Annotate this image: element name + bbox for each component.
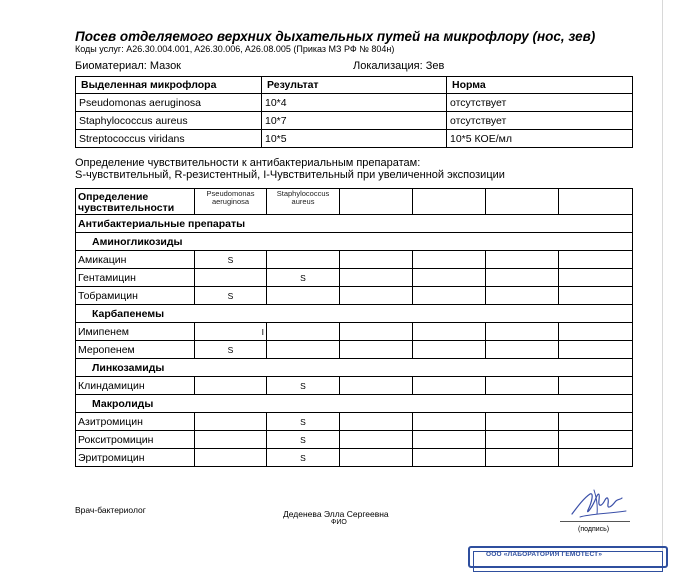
empty-cell (559, 431, 633, 449)
empty-cell (340, 449, 413, 467)
norm-value: 10*5 КОЕ/мл (447, 130, 633, 148)
drug-name: Тобрамицин (76, 287, 195, 305)
empty-cell (340, 341, 413, 359)
fio-label: ФИО (331, 519, 347, 526)
empty-cell (340, 251, 413, 269)
result-col-header: Результат (262, 77, 447, 94)
result-cell (267, 251, 340, 269)
sensitivity-intro: Определение чувствительности к антибактериальным препаратам: (75, 157, 421, 169)
table-row (76, 130, 633, 148)
empty-cell (486, 323, 559, 341)
drug-name: Рокситромицин (76, 431, 195, 449)
result-cell (195, 449, 267, 467)
result-cell (267, 323, 340, 341)
table-row (76, 94, 633, 112)
empty-cell (486, 189, 559, 215)
result-cell: S (267, 431, 340, 449)
result-cell (195, 413, 267, 431)
result-cell: S (267, 413, 340, 431)
norm-value: отсутствует (447, 112, 633, 130)
drug-name: Азитромицин (76, 413, 195, 431)
result-cell: S (195, 251, 267, 269)
result-cell (267, 341, 340, 359)
empty-cell (413, 449, 486, 467)
drug-name: Меропенем (76, 341, 195, 359)
signature-caption: (подпись) (578, 526, 610, 533)
empty-cell (340, 377, 413, 395)
table-row (76, 269, 633, 287)
table-row (76, 341, 633, 359)
result-cell (267, 287, 340, 305)
result-cell: I (195, 323, 267, 341)
page-edge (662, 0, 663, 560)
localization-label: Локализация: Зев (353, 60, 445, 72)
empty-cell (486, 269, 559, 287)
result-value: 10*7 (262, 112, 447, 130)
empty-cell (413, 341, 486, 359)
empty-cell (413, 431, 486, 449)
sensitivity-header-label: Определение чувствительности (76, 189, 195, 215)
result-cell: S (267, 377, 340, 395)
result-cell (195, 269, 267, 287)
empty-cell (486, 341, 559, 359)
doctor-role: Врач-бактериолог (75, 505, 146, 515)
drug-name: Имипенем (76, 323, 195, 341)
empty-cell (413, 287, 486, 305)
table-row (76, 287, 633, 305)
table-header-row (76, 189, 633, 215)
empty-cell (413, 413, 486, 431)
table-row (76, 431, 633, 449)
drug-name: Эритромицин (76, 449, 195, 467)
norm-col-header: Норма (447, 77, 633, 94)
empty-cell (486, 377, 559, 395)
empty-cell (486, 431, 559, 449)
group-label: Макролиды (76, 395, 633, 413)
group-row (76, 395, 633, 413)
empty-cell (559, 323, 633, 341)
empty-cell (340, 269, 413, 287)
result-cell (195, 377, 267, 395)
result-cell: S (267, 269, 340, 287)
empty-cell (559, 287, 633, 305)
group-row (76, 305, 633, 323)
service-codes: Коды услуг: A26.30.004.001, A26.30.006, A26.08.005 (Приказ МЗ РФ № 804н) (75, 44, 395, 54)
empty-cell (559, 251, 633, 269)
microflora-table (75, 76, 633, 148)
biomaterial-label: Биоматериал: Мазок (75, 60, 181, 72)
empty-cell (486, 413, 559, 431)
table-row (76, 112, 633, 130)
drug-name: Амикацин (76, 251, 195, 269)
result-cell: S (195, 341, 267, 359)
category-row (76, 215, 633, 233)
empty-cell (559, 189, 633, 215)
page-title: Посев отделяемого верхних дыхательных путей на микрофлору (нос, зев) (75, 29, 596, 44)
result-value: 10*5 (262, 130, 447, 148)
empty-cell (559, 377, 633, 395)
drug-name: Клиндамицин (76, 377, 195, 395)
table-row (76, 413, 633, 431)
category-label: Антибактериальные препараты (76, 215, 633, 233)
organism-name: Staphylococcus aureus (76, 112, 262, 130)
empty-cell (340, 323, 413, 341)
empty-cell (340, 189, 413, 215)
empty-cell (413, 269, 486, 287)
result-cell: S (195, 287, 267, 305)
table-row (76, 449, 633, 467)
group-label: Линкозамиды (76, 359, 633, 377)
sensitivity-legend: S-чувствительный, R-резистентный, I-Чувствительный при увеличенной экспозиции (75, 169, 505, 181)
result-cell: S (267, 449, 340, 467)
organism-name: Streptococcus viridans (76, 130, 262, 148)
empty-cell (559, 449, 633, 467)
empty-cell (486, 287, 559, 305)
lab-stamp (468, 546, 668, 568)
result-cell (195, 431, 267, 449)
empty-cell (340, 431, 413, 449)
empty-cell (486, 449, 559, 467)
table-row (76, 377, 633, 395)
empty-cell (413, 251, 486, 269)
group-row (76, 233, 633, 251)
empty-cell (413, 323, 486, 341)
group-label: Карбапенемы (76, 305, 633, 323)
drug-name: Гентамицин (76, 269, 195, 287)
organism-column-header: Staphylococcus aureus (267, 189, 340, 215)
empty-cell (559, 413, 633, 431)
signature-line (560, 521, 630, 522)
norm-value: отсутствует (447, 94, 633, 112)
lab-stamp-text: ООО «ЛАБОРАТОРИЯ ГЕМОТЕСТ» (486, 551, 603, 558)
group-row (76, 359, 633, 377)
signature (568, 484, 632, 524)
organism-column-header: Pseudomonas aeruginosa (195, 189, 267, 215)
microflora-col-header: Выделенная микрофлора (76, 77, 262, 94)
empty-cell (413, 377, 486, 395)
sensitivity-table (75, 188, 633, 467)
empty-cell (340, 413, 413, 431)
empty-cell (559, 341, 633, 359)
empty-cell (340, 287, 413, 305)
organism-name: Pseudomonas aeruginosa (76, 94, 262, 112)
doctor-name: Деденева Элла Сергеевна (283, 509, 389, 519)
result-value: 10*4 (262, 94, 447, 112)
table-row (76, 251, 633, 269)
group-label: Аминогликозиды (76, 233, 633, 251)
empty-cell (559, 269, 633, 287)
empty-cell (413, 189, 486, 215)
table-row (76, 323, 633, 341)
empty-cell (486, 251, 559, 269)
